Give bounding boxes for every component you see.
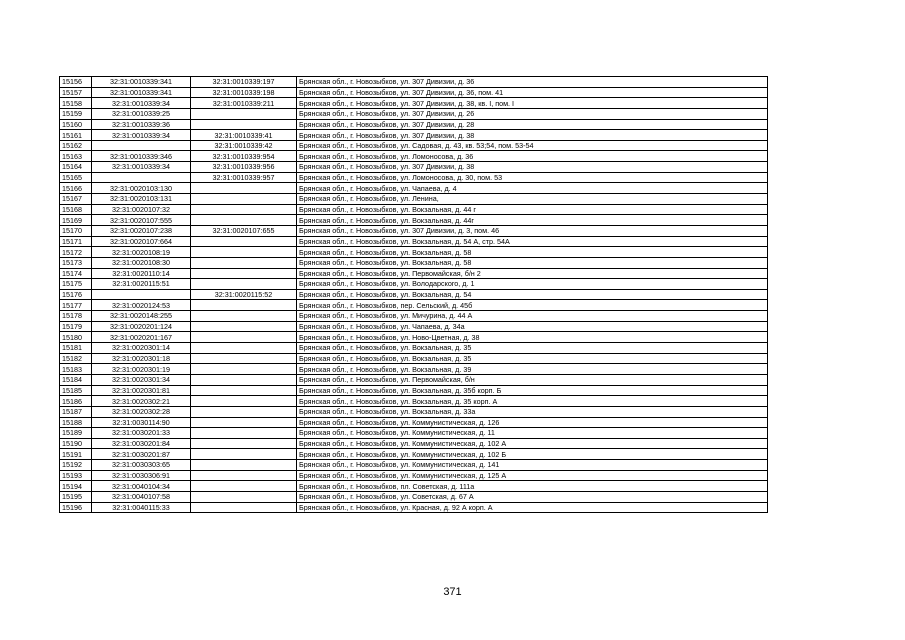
cadastral-number-cell: 32:31:0020108:30 bbox=[92, 257, 191, 268]
address-cell: Брянская обл., г. Новозыбков, ул. 307 Дивизии, д. 36, пом. 41 bbox=[297, 87, 768, 98]
row-number-cell: 15193 bbox=[60, 470, 92, 481]
object-cadastral-number-cell bbox=[191, 279, 297, 290]
address-cell: Брянская обл., г. Новозыбков, пер. Сельский, д. 45б bbox=[297, 300, 768, 311]
object-cadastral-number-cell bbox=[191, 481, 297, 492]
address-cell: Брянская обл., г. Новозыбков, ул. Вокзальная, д. 54 А, стр. 54А bbox=[297, 236, 768, 247]
cadastral-number-cell: 32:31:0020115:51 bbox=[92, 279, 191, 290]
object-cadastral-number-cell bbox=[191, 215, 297, 226]
cadastral-number-cell: 32:31:0020108:19 bbox=[92, 247, 191, 258]
table-row bbox=[60, 374, 768, 385]
row-number-cell: 15162 bbox=[60, 140, 92, 151]
object-cadastral-number-cell bbox=[191, 460, 297, 471]
row-number-cell: 15169 bbox=[60, 215, 92, 226]
object-cadastral-number-cell bbox=[191, 374, 297, 385]
object-cadastral-number-cell: 32:31:0010339:41 bbox=[191, 130, 297, 141]
cadastral-number-cell: 32:31:0030201:84 bbox=[92, 438, 191, 449]
row-number-cell: 15167 bbox=[60, 194, 92, 205]
cadastral-number-cell: 32:31:0020107:664 bbox=[92, 236, 191, 247]
table-row bbox=[60, 268, 768, 279]
row-number-cell: 15166 bbox=[60, 183, 92, 194]
row-number-cell: 15172 bbox=[60, 247, 92, 258]
object-cadastral-number-cell bbox=[191, 353, 297, 364]
object-cadastral-number-cell bbox=[191, 119, 297, 130]
address-cell: Брянская обл., г. Новозыбков, ул. Ломоносова, д. 30, пом. 53 bbox=[297, 172, 768, 183]
row-number-cell: 15185 bbox=[60, 385, 92, 396]
cadastral-number-cell bbox=[92, 172, 191, 183]
object-cadastral-number-cell bbox=[191, 204, 297, 215]
object-cadastral-number-cell: 32:31:0010339:211 bbox=[191, 98, 297, 109]
cadastral-number-cell: 32:31:0020107:238 bbox=[92, 225, 191, 236]
table-row bbox=[60, 438, 768, 449]
address-cell: Брянская обл., г. Новозыбков, ул. 307 Дивизии, д. 38, кв. I, пом. I bbox=[297, 98, 768, 109]
address-cell: Брянская обл., г. Новозыбков, ул. Ленина, bbox=[297, 194, 768, 205]
object-cadastral-number-cell bbox=[191, 300, 297, 311]
row-number-cell: 15177 bbox=[60, 300, 92, 311]
address-cell: Брянская обл., г. Новозыбков, ул. Коммунистическая, д. 125 А bbox=[297, 470, 768, 481]
address-cell: Брянская обл., г. Новозыбков, ул. Красная, д. 92 А корп. А bbox=[297, 502, 768, 513]
address-cell: Брянская обл., г. Новозыбков, ул. Коммунистическая, д. 126 bbox=[297, 417, 768, 428]
row-number-cell: 15191 bbox=[60, 449, 92, 460]
cadastral-number-cell bbox=[92, 289, 191, 300]
registry-table-body bbox=[60, 77, 768, 513]
cadastral-number-cell: 32:31:0020148:255 bbox=[92, 311, 191, 322]
row-number-cell: 15165 bbox=[60, 172, 92, 183]
cadastral-number-cell: 32:31:0040104:34 bbox=[92, 481, 191, 492]
table-row bbox=[60, 162, 768, 173]
object-cadastral-number-cell bbox=[191, 108, 297, 119]
row-number-cell: 15158 bbox=[60, 98, 92, 109]
row-number-cell: 15173 bbox=[60, 257, 92, 268]
cadastral-number-cell: 32:31:0020301:18 bbox=[92, 353, 191, 364]
table-row bbox=[60, 502, 768, 513]
table-row bbox=[60, 87, 768, 98]
table-row bbox=[60, 321, 768, 332]
table-row bbox=[60, 396, 768, 407]
object-cadastral-number-cell bbox=[191, 502, 297, 513]
table-row bbox=[60, 204, 768, 215]
table-row bbox=[60, 257, 768, 268]
cadastral-number-cell: 32:31:0030303:65 bbox=[92, 460, 191, 471]
address-cell: Брянская обл., г. Новозыбков, ул. Вокзальная, д. 44г bbox=[297, 215, 768, 226]
address-cell: Брянская обл., г. Новозыбков, ул. Вокзальная, д. 33а bbox=[297, 406, 768, 417]
object-cadastral-number-cell bbox=[191, 311, 297, 322]
address-cell: Брянская обл., г. Новозыбков, ул. Вокзальная, д. 35 bbox=[297, 353, 768, 364]
object-cadastral-number-cell bbox=[191, 183, 297, 194]
cadastral-number-cell bbox=[92, 140, 191, 151]
address-cell: Брянская обл., г. Новозыбков, ул. Вокзальная, д. 35 корп. А bbox=[297, 396, 768, 407]
table-row bbox=[60, 311, 768, 322]
cadastral-number-cell: 32:31:0020301:34 bbox=[92, 374, 191, 385]
cadastral-number-cell: 32:31:0020301:19 bbox=[92, 364, 191, 375]
cadastral-number-cell: 32:31:0040107:58 bbox=[92, 491, 191, 502]
row-number-cell: 15174 bbox=[60, 268, 92, 279]
row-number-cell: 15159 bbox=[60, 108, 92, 119]
row-number-cell: 15194 bbox=[60, 481, 92, 492]
table-row bbox=[60, 215, 768, 226]
object-cadastral-number-cell bbox=[191, 406, 297, 417]
row-number-cell: 15160 bbox=[60, 119, 92, 130]
address-cell: Брянская обл., г. Новозыбков, ул. 307 Дивизии, д. 38 bbox=[297, 162, 768, 173]
row-number-cell: 15195 bbox=[60, 491, 92, 502]
page-number: 371 bbox=[443, 586, 462, 598]
table-row bbox=[60, 491, 768, 502]
registry-table bbox=[59, 76, 768, 513]
object-cadastral-number-cell bbox=[191, 332, 297, 343]
row-number-cell: 15175 bbox=[60, 279, 92, 290]
object-cadastral-number-cell bbox=[191, 268, 297, 279]
address-cell: Брянская обл., г. Новозыбков, ул. Вокзальная, д. 58 bbox=[297, 247, 768, 258]
object-cadastral-number-cell: 32:31:0010339:42 bbox=[191, 140, 297, 151]
row-number-cell: 15178 bbox=[60, 311, 92, 322]
table-row bbox=[60, 279, 768, 290]
row-number-cell: 15188 bbox=[60, 417, 92, 428]
address-cell: Брянская обл., г. Новозыбков, ул. Коммунистическая, д. 141 bbox=[297, 460, 768, 471]
row-number-cell: 15161 bbox=[60, 130, 92, 141]
cadastral-number-cell: 32:31:0040115:33 bbox=[92, 502, 191, 513]
object-cadastral-number-cell bbox=[191, 236, 297, 247]
table-row bbox=[60, 183, 768, 194]
address-cell: Брянская обл., г. Новозыбков, ул. Первомайская, б/н 2 bbox=[297, 268, 768, 279]
table-row bbox=[60, 119, 768, 130]
object-cadastral-number-cell: 32:31:0010339:957 bbox=[191, 172, 297, 183]
table-row bbox=[60, 428, 768, 439]
address-cell: Брянская обл., г. Новозыбков, ул. Вокзальная, д. 35б корп. Б bbox=[297, 385, 768, 396]
row-number-cell: 15187 bbox=[60, 406, 92, 417]
row-number-cell: 15190 bbox=[60, 438, 92, 449]
table-row bbox=[60, 406, 768, 417]
cadastral-number-cell: 32:31:0010339:341 bbox=[92, 77, 191, 88]
cadastral-number-cell: 32:31:0020201:167 bbox=[92, 332, 191, 343]
table-row bbox=[60, 130, 768, 141]
address-cell: Брянская обл., г. Новозыбков, ул. Вокзальная, д. 44 г bbox=[297, 204, 768, 215]
object-cadastral-number-cell: 32:31:0010339:198 bbox=[191, 87, 297, 98]
object-cadastral-number-cell bbox=[191, 449, 297, 460]
cadastral-number-cell: 32:31:0020301:81 bbox=[92, 385, 191, 396]
cadastral-number-cell: 32:31:0020302:28 bbox=[92, 406, 191, 417]
cadastral-number-cell: 32:31:0030114:90 bbox=[92, 417, 191, 428]
cadastral-number-cell: 32:31:0010339:34 bbox=[92, 130, 191, 141]
object-cadastral-number-cell: 32:31:0020115:52 bbox=[191, 289, 297, 300]
table-row bbox=[60, 247, 768, 258]
cadastral-number-cell: 32:31:0020302:21 bbox=[92, 396, 191, 407]
object-cadastral-number-cell bbox=[191, 438, 297, 449]
cadastral-number-cell: 32:31:0010339:34 bbox=[92, 98, 191, 109]
address-cell: Брянская обл., г. Новозыбков, ул. Вокзальная, д. 35 bbox=[297, 343, 768, 354]
cadastral-number-cell: 32:31:0020201:124 bbox=[92, 321, 191, 332]
row-number-cell: 15192 bbox=[60, 460, 92, 471]
cadastral-number-cell: 32:31:0020107:32 bbox=[92, 204, 191, 215]
address-cell: Брянская обл., г. Новозыбков, ул. Первомайская, б/н bbox=[297, 374, 768, 385]
table-row bbox=[60, 236, 768, 247]
address-cell: Брянская обл., г. Новозыбков, ул. 307 Дивизии, д. 26 bbox=[297, 108, 768, 119]
table-row bbox=[60, 225, 768, 236]
object-cadastral-number-cell bbox=[191, 385, 297, 396]
cadastral-number-cell: 32:31:0020124:53 bbox=[92, 300, 191, 311]
table-row bbox=[60, 460, 768, 471]
table-row bbox=[60, 417, 768, 428]
address-cell: Брянская обл., г. Новозыбков, ул. Советская, д. 67 А bbox=[297, 491, 768, 502]
address-cell: Брянская обл., г. Новозыбков, ул. Чапаева, д. 34а bbox=[297, 321, 768, 332]
row-number-cell: 15171 bbox=[60, 236, 92, 247]
address-cell: Брянская обл., г. Новозыбков, ул. 307 Дивизии, д. 3, пом. 46 bbox=[297, 225, 768, 236]
object-cadastral-number-cell: 32:31:0020107:655 bbox=[191, 225, 297, 236]
object-cadastral-number-cell bbox=[191, 396, 297, 407]
cadastral-number-cell: 32:31:0010339:346 bbox=[92, 151, 191, 162]
object-cadastral-number-cell bbox=[191, 364, 297, 375]
cadastral-number-cell: 32:31:0030201:33 bbox=[92, 428, 191, 439]
object-cadastral-number-cell bbox=[191, 194, 297, 205]
object-cadastral-number-cell bbox=[191, 257, 297, 268]
row-number-cell: 15186 bbox=[60, 396, 92, 407]
table-row bbox=[60, 108, 768, 119]
row-number-cell: 15164 bbox=[60, 162, 92, 173]
row-number-cell: 15180 bbox=[60, 332, 92, 343]
address-cell: Брянская обл., г. Новозыбков, ул. Ломоносова, д. 36 bbox=[297, 151, 768, 162]
cadastral-number-cell: 32:31:0020301:14 bbox=[92, 343, 191, 354]
table-row bbox=[60, 77, 768, 88]
address-cell: Брянская обл., г. Новозыбков, пл. Советская, д. 111а bbox=[297, 481, 768, 492]
object-cadastral-number-cell bbox=[191, 343, 297, 354]
address-cell: Брянская обл., г. Новозыбков, ул. Вокзальная, д. 39 bbox=[297, 364, 768, 375]
address-cell: Брянская обл., г. Новозыбков, ул. Мичурина, д. 44 А bbox=[297, 311, 768, 322]
row-number-cell: 15189 bbox=[60, 428, 92, 439]
table-row bbox=[60, 481, 768, 492]
row-number-cell: 15156 bbox=[60, 77, 92, 88]
address-cell: Брянская обл., г. Новозыбков, ул. Садовая, д. 43, кв. 53;54, пом. 53-54 bbox=[297, 140, 768, 151]
address-cell: Брянская обл., г. Новозыбков, ул. Коммунистическая, д. 102 Б bbox=[297, 449, 768, 460]
object-cadastral-number-cell: 32:31:0010339:197 bbox=[191, 77, 297, 88]
address-cell: Брянская обл., г. Новозыбков, ул. Володарского, д. 1 bbox=[297, 279, 768, 290]
table-row bbox=[60, 364, 768, 375]
row-number-cell: 15196 bbox=[60, 502, 92, 513]
cadastral-number-cell: 32:31:0030306:91 bbox=[92, 470, 191, 481]
row-number-cell: 15163 bbox=[60, 151, 92, 162]
address-cell: Брянская обл., г. Новозыбков, ул. 307 Дивизии, д. 38 bbox=[297, 130, 768, 141]
object-cadastral-number-cell: 32:31:0010339:954 bbox=[191, 151, 297, 162]
table-row bbox=[60, 470, 768, 481]
address-cell: Брянская обл., г. Новозыбков, ул. Коммунистическая, д. 102 А bbox=[297, 438, 768, 449]
table-row bbox=[60, 289, 768, 300]
object-cadastral-number-cell bbox=[191, 428, 297, 439]
row-number-cell: 15157 bbox=[60, 87, 92, 98]
address-cell: Брянская обл., г. Новозыбков, ул. Чапаева, д. 4 bbox=[297, 183, 768, 194]
table-row bbox=[60, 353, 768, 364]
cadastral-number-cell: 32:31:0010339:341 bbox=[92, 87, 191, 98]
object-cadastral-number-cell bbox=[191, 491, 297, 502]
row-number-cell: 15182 bbox=[60, 353, 92, 364]
row-number-cell: 15168 bbox=[60, 204, 92, 215]
address-cell: Брянская обл., г. Новозыбков, ул. Вокзальная, д. 58 bbox=[297, 257, 768, 268]
object-cadastral-number-cell bbox=[191, 247, 297, 258]
cadastral-number-cell: 32:31:0020103:131 bbox=[92, 194, 191, 205]
object-cadastral-number-cell bbox=[191, 470, 297, 481]
address-cell: Брянская обл., г. Новозыбков, ул. Коммунистическая, д. 11 bbox=[297, 428, 768, 439]
table-row bbox=[60, 194, 768, 205]
table-row bbox=[60, 385, 768, 396]
table-row bbox=[60, 98, 768, 109]
table-row bbox=[60, 300, 768, 311]
object-cadastral-number-cell bbox=[191, 321, 297, 332]
address-cell: Брянская обл., г. Новозыбков, ул. 307 Дивизии, д. 36 bbox=[297, 77, 768, 88]
row-number-cell: 15176 bbox=[60, 289, 92, 300]
row-number-cell: 15179 bbox=[60, 321, 92, 332]
table-row bbox=[60, 332, 768, 343]
object-cadastral-number-cell bbox=[191, 417, 297, 428]
address-cell: Брянская обл., г. Новозыбков, ул. Вокзальная, д. 54 bbox=[297, 289, 768, 300]
cadastral-number-cell: 32:31:0020110:14 bbox=[92, 268, 191, 279]
cadastral-number-cell: 32:31:0010339:36 bbox=[92, 119, 191, 130]
table-row bbox=[60, 172, 768, 183]
cadastral-number-cell: 32:31:0010339:34 bbox=[92, 162, 191, 173]
cadastral-number-cell: 32:31:0020103:130 bbox=[92, 183, 191, 194]
cadastral-number-cell: 32:31:0020107:555 bbox=[92, 215, 191, 226]
cadastral-number-cell: 32:31:0010339:25 bbox=[92, 108, 191, 119]
table-row bbox=[60, 449, 768, 460]
address-cell: Брянская обл., г. Новозыбков, ул. Ново-Цветная, д. 38 bbox=[297, 332, 768, 343]
address-cell: Брянская обл., г. Новозыбков, ул. 307 Дивизии, д. 28 bbox=[297, 119, 768, 130]
table-row bbox=[60, 343, 768, 354]
row-number-cell: 15170 bbox=[60, 225, 92, 236]
row-number-cell: 15181 bbox=[60, 343, 92, 354]
table-row bbox=[60, 140, 768, 151]
table-row bbox=[60, 151, 768, 162]
object-cadastral-number-cell: 32:31:0010339:956 bbox=[191, 162, 297, 173]
cadastral-number-cell: 32:31:0030201:87 bbox=[92, 449, 191, 460]
row-number-cell: 15183 bbox=[60, 364, 92, 375]
row-number-cell: 15184 bbox=[60, 374, 92, 385]
